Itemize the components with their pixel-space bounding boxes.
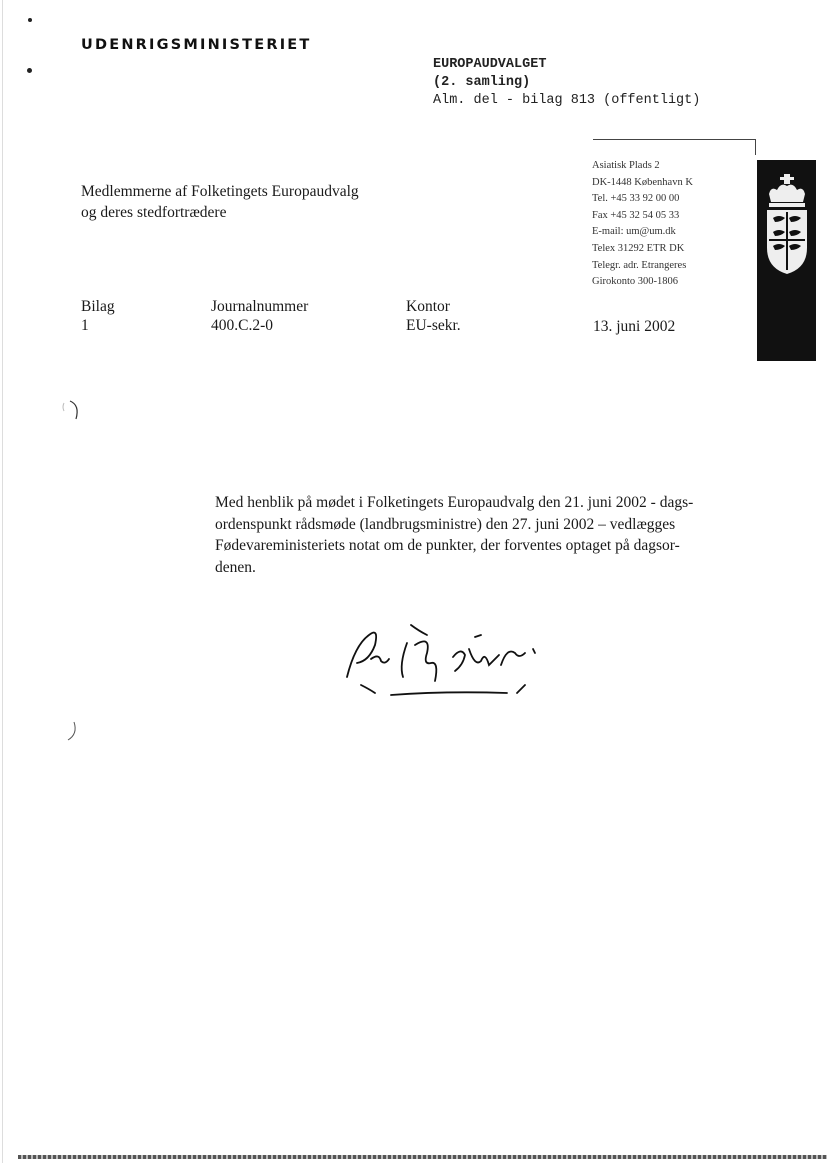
recipient-line-1: Medlemmerne af Folketingets Europaudvalg xyxy=(81,183,359,200)
royal-crest-icon xyxy=(763,172,811,276)
committee-stamp xyxy=(433,56,700,110)
scan-edge xyxy=(2,0,3,1163)
stamp-line-3: Alm. del - bilag 813 (offentligt) xyxy=(433,93,701,108)
signature xyxy=(335,605,565,705)
scan-speck xyxy=(28,18,32,22)
contact-tel: Tel. +45 33 92 00 00 xyxy=(592,193,680,205)
contact-telegr: Telegr. adr. Etrangeres xyxy=(592,259,687,271)
scan-mark xyxy=(56,718,86,748)
contact-telex: Telex 31292 ETR DK xyxy=(592,242,685,254)
contact-city: DK-1448 København K xyxy=(592,176,693,188)
stamp-line-2: (2. samling) xyxy=(433,75,531,90)
contact-giro: Girokonto 300-1806 xyxy=(592,276,679,288)
letter-date: 13. juni 2002 xyxy=(593,318,676,335)
bilag-value: 1 xyxy=(81,317,89,334)
bilag-label: Bilag xyxy=(81,298,115,315)
letter-body xyxy=(215,492,755,578)
contact-fax: Fax +45 32 54 05 33 xyxy=(592,209,680,221)
body-line: Fødevareministeriets notat om de punkter, der forventes optaget på dagsor- xyxy=(215,537,680,554)
stamp-rule xyxy=(755,139,756,155)
recipient-block xyxy=(81,181,359,223)
contact-address: Asiatisk Plads 2 xyxy=(592,160,660,171)
stamp-line-1: EUROPAUDVALGET xyxy=(433,57,547,72)
kontor-value: EU-sekr. xyxy=(406,317,461,334)
body-line: ordenspunkt rådsmøde (landbrugsministre) den 27. juni 2002 – vedlægges xyxy=(215,515,676,533)
journal-value: 400.C.2-0 xyxy=(211,317,273,334)
contact-block xyxy=(592,158,693,291)
scan-speck xyxy=(27,68,32,73)
scan-bottom-edge xyxy=(18,1155,827,1159)
stamp-rule xyxy=(593,139,755,140)
body-line: Med henblik på mødet i Folketingets Europaudvalg den 21. juni 2002 - dags- xyxy=(215,494,694,511)
contact-email: E-mail: um@um.dk xyxy=(592,226,676,238)
journal-label: Journalnummer xyxy=(211,298,309,315)
kontor-label: Kontor xyxy=(406,298,450,315)
ministry-heading: UDENRIGSMINISTERIET xyxy=(81,37,312,53)
scan-mark xyxy=(56,395,86,425)
body-line: denen. xyxy=(215,558,256,576)
recipient-line-2: og deres stedfortrædere xyxy=(81,204,227,221)
